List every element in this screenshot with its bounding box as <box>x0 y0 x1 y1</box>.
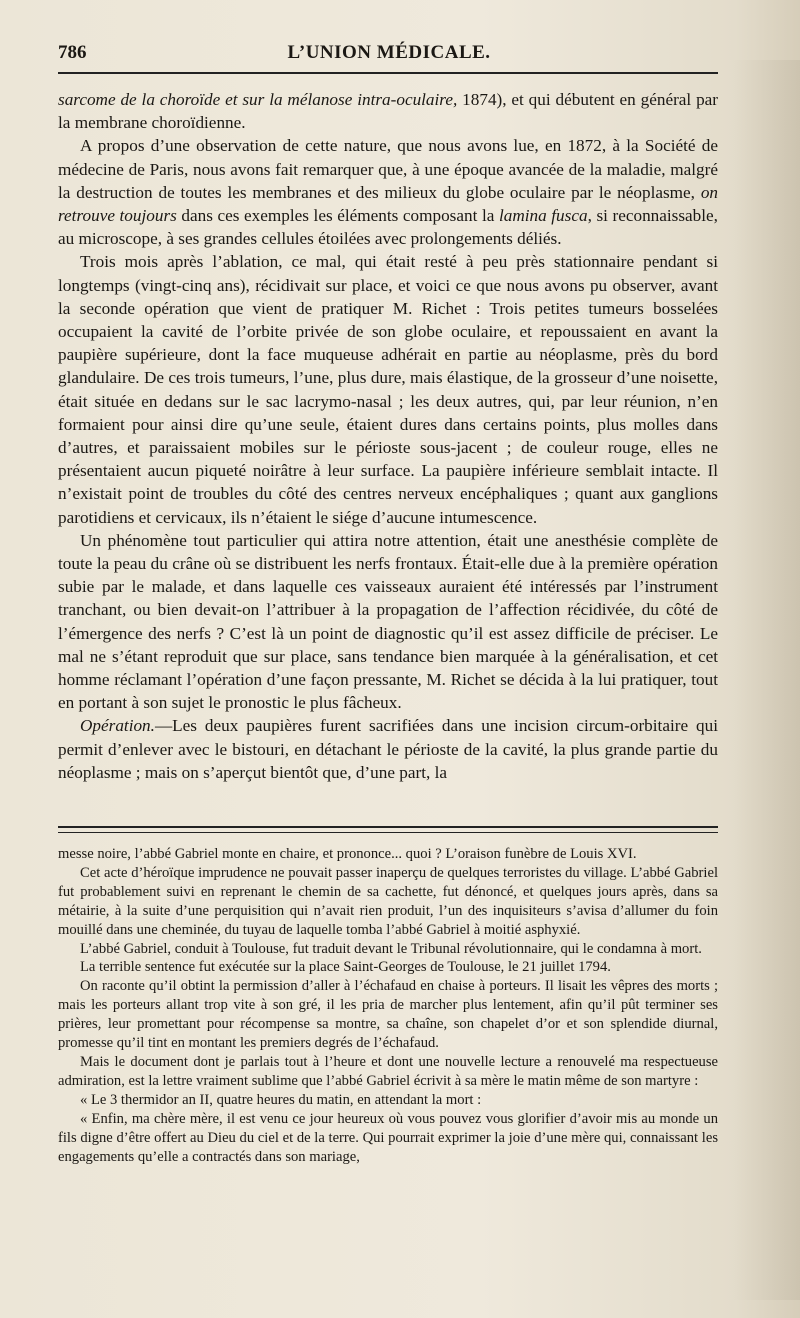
article-paragraph-4: Un phénomène tout particulier qui attira notre attention, était une anesthésie complète de toute la peau du crâne où se distribuent les nerfs frontaux. Était-elle due à la première opération subie par le malade, et dans laquelle ces vaisseaux auraient été intéressés par l’instrument tranchant, ou bien devait-on l’attribuer à la propagation de l’affection récidivée, du côté de l’émergence des nerfs ? C’est là un point de diagnostic qu’il est assez difficile de préciser. Le mal ne s’étant reproduit que sur place, sans tendance bien marquée à la généralisation, et cet homme réclamant l’opération d’une façon pressante, M. Richet se décida à la lui pratiquer, tout en portant à son sujet le pronostic le plus fâcheux. <box>58 530 718 713</box>
running-title: L’UNION MÉDICALE. <box>287 42 491 63</box>
feuilleton-paragraph-1: messe noire, l’abbé Gabriel monte en chaire, et prononce... quoi ? L’oraison funèbre de Louis XVI. <box>58 846 637 862</box>
header-rule <box>58 72 718 74</box>
page-edge-shadow <box>730 60 800 1300</box>
article-paragraph-2 <box>58 134 718 250</box>
paragraph-text: 1874), et qui débutent en général par la membrane choroïdienne. <box>58 90 719 133</box>
feuilleton-paragraph-3: L’abbé Gabriel, conduit à Toulouse, fut traduit devant le Tribunal révolutionnaire, qui le condamna à mort. <box>80 940 702 957</box>
page-header <box>58 42 720 72</box>
article-paragraph-5 <box>58 714 718 784</box>
paragraph-text: —Les deux paupières furent sacrifiées dans une incision circum-orbitaire qui permit d’enlever avec le bistouri, en détachant le périoste de la cavité, la plus grande partie du néoplasme ; mais on s’aperçut bientôt que, d’une part, la <box>58 716 718 782</box>
emphasis-text: on retrouve toujours <box>58 182 718 226</box>
feuilleton-paragraph-4: La terrible sentence fut exécutée sur la place Saint-Georges de Toulouse, le 21 juillet 1794. <box>80 959 611 976</box>
feuilleton-paragraph-7: « Le 3 thermidor an II, quatre heures du matin, en attendant la mort : <box>80 1091 482 1108</box>
emphasis-text: lamina fusca <box>498 206 588 226</box>
citation-title: sarcome de la choroïde et sur la mélanose intra-oculaire, <box>58 90 458 109</box>
feuilleton-body <box>58 845 718 1166</box>
feuilleton-paragraph-5: On raconte qu’il obtint la permission d’aller à l’échafaud en chaise à porteurs. Il lisait les vêpres des morts ; mais les porteurs allant trop vite à son gré, il les pria de marcher plus lentement, afin qu’il pût terminer ses prières, leur promettant pour récompense sa montre, sa chaîne, son chapelet d’or et son splendide diurnal, promesse qu’il tint en montant les premiers degrés de l’échafaud. <box>58 978 718 1052</box>
section-label: Opération. <box>80 716 155 736</box>
paragraph-text: dans ces exemples les éléments composant la <box>176 206 499 226</box>
paragraph-text: A propos d’une observation de cette nature, que nous avons lue, en 1872, à la Société de médecine de Paris, nous avons fait remarquer que, à une époque avancée de la maladie, malgré la destruction de toutes les membranes et des milieux du globe oculaire par le néoplasme, <box>58 136 718 202</box>
article-paragraph-3: Trois mois après l’ablation, ce mal, qui était resté à peu près stationnaire pendant si longtemps (vingt-cinq ans), récidivait sur place, et voici ce que nous avons pu observer, avant la seconde opération que vient de pratiquer M. Richet : Trois petites tumeurs bosselées occupaient la cavité de l’orbite privée de son globe oculaire, et repoussaient en avant la paupière supérieure, dont la face muqueuse adhérait en partie au néoplasme, près du bord glandulaire. De ces trois tumeurs, l’une, plus dure, mais élastique, de la grosseur d’une noisette, était située en dedans sur le sac lacrymo-nasal ; les deux autres, qui, par leur réunion, n’en formaient pour ainsi dire qu’une seule, étaient dures dans certains points, plus molles dans d’autres, et paraissaient mobiles sur le périoste sous-jacent ; de couleur rouge, elles ne présentaient aucun piqueté noirâtre à leur surface. La paupière inférieure semblait intacte. Il n’existait point de troubles du côté des centres nerveux encéphaliques ; quant aux ganglions parotidiens et cervicaux, ils n’étaient le siége d’aucune intumescence. <box>58 252 718 527</box>
page-number: 786 <box>58 42 87 63</box>
article-paragraph-1 <box>58 88 718 134</box>
feuilleton-paragraph-2: Cet acte d’héroïque imprudence ne pouvait passer inaperçu de quelques terroristes du village. L’abbé Gabriel fut probablement suivi en reprenant le chemin de sa cachette, fut dénoncé, et quelques jours après, dans sa métairie, à la suite d’une perquisition qui n’avait rien produit, l’un des inquisiteurs s’avisa d’allumer du foin mouillé dans une cheminée, du tuyau de laquelle tomba l’abbé Gabriel à moitié asphyxié. <box>58 864 718 938</box>
article-body <box>58 88 718 784</box>
feuilleton-paragraph-8: « Enfin, ma chère mère, il est venu ce jour heureux où vous pouvez vous glorifier d’avoir mis au monde un fils digne d’être offert au Dieu du ciel et de la terre. Qui pourrait exprimer la joie d’une mère qui, connaissant les engagements qu’elle a contractés dans son mariage, <box>58 1110 718 1165</box>
feuilleton-divider <box>58 826 718 833</box>
feuilleton-paragraph-6: Mais le document dont je parlais tout à l’heure et dont une nouvelle lecture a renouvelé ma respectueuse admiration, est la lettre vraiment sublime que l’abbé Gabriel écrivit à sa mère le matin même de son martyre : <box>58 1053 718 1089</box>
paragraph-text: , si reconnaissable, au microscope, à ses grandes cellules étoilées avec prolongements déliés. <box>58 206 718 249</box>
